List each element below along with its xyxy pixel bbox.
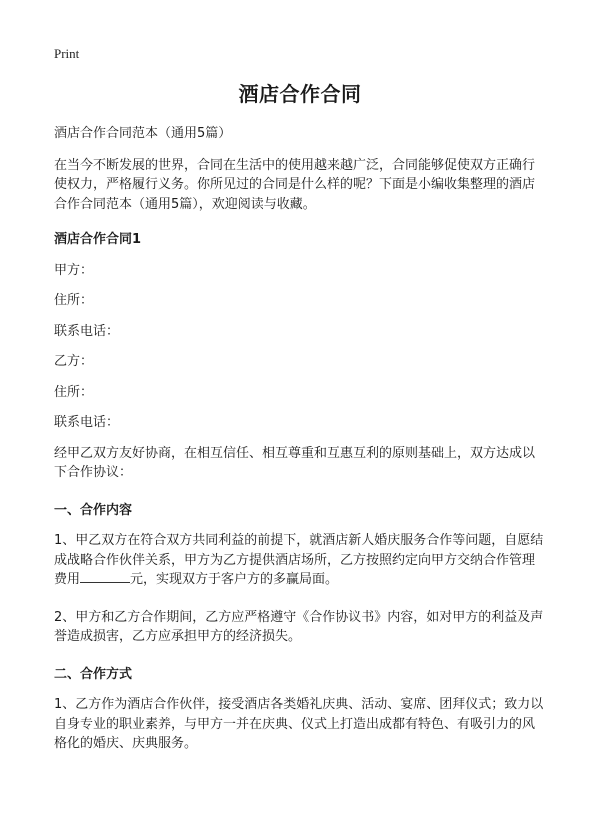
party-b-phone-field: 联系电话： [54,415,120,430]
section-1-item-2: 2、甲方和乙方合作期间，乙方应严格遵守《合作协议书》内容，如对甲方的利益及声誉造成损害，乙方应承担甲方的经济损失。 [54,609,544,644]
party-a-address-field: 住所： [54,293,94,308]
section-1-item-1-end: 元，实现双方于客户方的多赢局面。 [130,572,339,587]
party-b-address-field: 住所： [54,384,94,400]
contract-heading: 酒店合作合同1 [54,232,142,247]
party-a-phone-field: 联系电话： [54,323,120,339]
intro-paragraph: 在当今不断发展的世界，合同在生活中的使用越来越广泛，合同能够促使双方正确行使权力，严格履行义务。你所见过的合同是什么样的呢？下面是小编收集整理的酒店合作合同范本（通用5篇），欢迎阅读与收藏。 [54,157,536,212]
party-b-field: 乙方： [54,354,94,369]
section-1-heading: 一、合作内容 [54,502,133,518]
section-2-heading: 二、合作方式 [54,666,133,682]
fee-blank [80,570,130,583]
section-1-item-1 [54,531,546,590]
document-title: 酒店合作合同 [238,82,362,106]
print-link[interactable]: Print [54,46,80,61]
preamble-paragraph: 经甲乙双方友好协商，在相互信任、相互尊重和互惠互利的原则基础上，双方达成以下合作协议： [54,445,536,480]
party-a-field: 甲方： [54,262,94,278]
document-body [54,78,546,772]
section-1-item-1-text: 1、甲乙双方在符合双方共同利益的前提下，就酒店新人婚庆服务合作等问题，自愿结成战略合作伙伴关系，甲方为乙方提供酒店场所，乙方按照约定向甲方交纳合作管理费用 [54,533,544,587]
document-subtitle: 酒店合作合同范本（通用5篇） [54,126,232,141]
section-2-item-1: 1、乙方作为酒店合作伙伴，接受酒店各类婚礼庆典、活动、宴席、团拜仪式；致力以自身专业的职业素养，与甲方一并在庆典、仪式上打造出成都有特色、有吸引力的风格化的婚庆、庆典服务。 [54,697,544,751]
